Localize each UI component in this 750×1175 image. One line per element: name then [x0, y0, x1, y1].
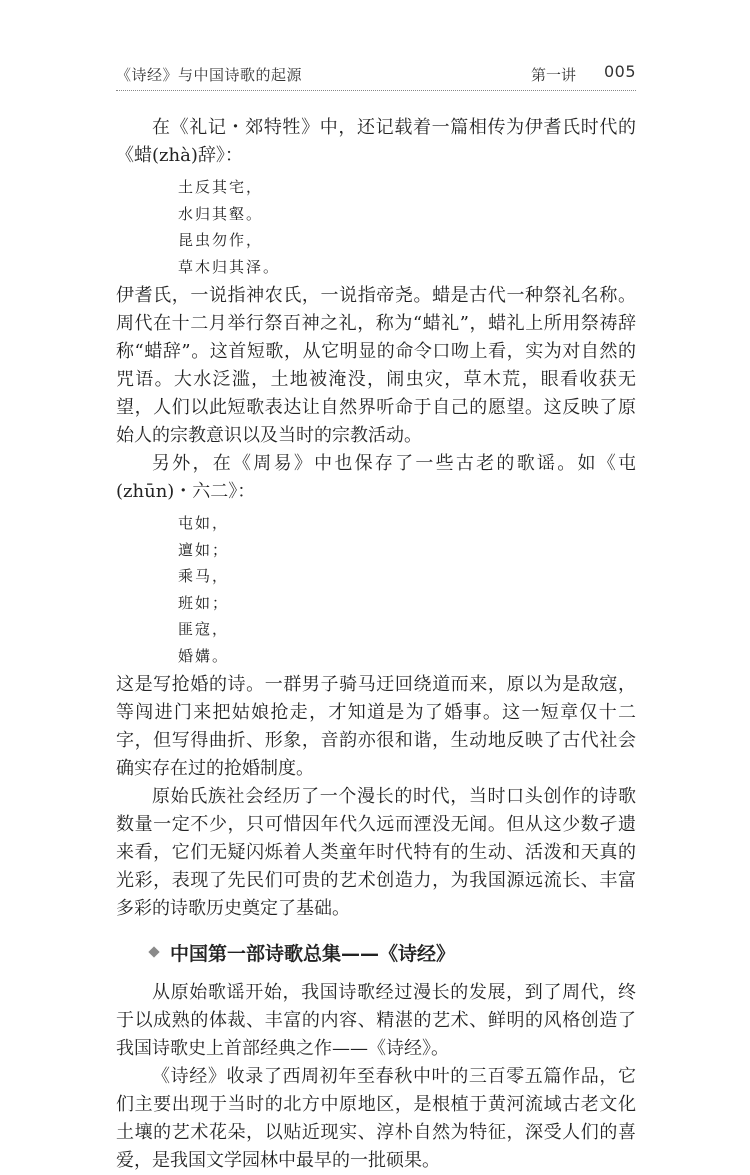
page-body [116, 114, 636, 1175]
paragraph-primitive-poetry: 原始氏族社会经历了一个漫长的时代，当时口头创作的诗歌数量一定不少，只可惜因年代久远而湮没无闻。但从这少数孑遗来看，它们无疑闪烁着人类童年时代特有的生动、活泼和天真的光彩，表现了先民们可贵的艺术创造力，为我国源远流长、丰富多彩的诗歌历史奠定了基础。 [116, 786, 636, 919]
verse-line: 班如； [178, 593, 230, 612]
verse-zhouyi [116, 510, 636, 669]
section-heading [116, 937, 636, 967]
verse-line: 屯如， [178, 514, 230, 532]
book-title: 《诗经》与中国诗歌的起源 [116, 66, 303, 84]
lecture-label: 第一讲 [531, 66, 577, 84]
paragraph-zhaci-explanation: 伊耆氏，一说指神农氏，一说指帝尧。蜡是古代一种祭礼名称。周代在十二月举行祭百神之礼，称为“蜡礼”，蜡礼上所用祭祷辞称“蜡辞”。这首短歌，从它明显的命令口吻上看，实为对自然的咒语。大水泛滥，土地被淹没，闹虫灾，草木荒，眼看收获无望，人们以此短歌表达让自然界听命于自己的愿望。这反映了原始人的宗教意识以及当时的宗教活动。 [116, 285, 636, 446]
section-title: 中国第一部诗歌总集——《诗经》 [170, 942, 456, 965]
verse-line: 昆虫勿作， [178, 231, 264, 249]
paragraph-zhouyi-explanation: 这是写抢婚的诗。一群男子骑马迂回绕道而来，原以为是敌寇，等闯进门来把姑娘抢走，才知道是为了婚事。这一短章仅十二字，但写得曲折、形象，音韵亦很和谐，生动地反映了古代社会确实存在过的抢婚制度。 [116, 674, 636, 779]
verse-line: 匪寇， [178, 620, 230, 638]
header-divider [116, 90, 636, 91]
verse-line: 水归其壑。 [178, 204, 264, 223]
verse-line: 婚媾。 [178, 646, 230, 665]
running-header [116, 60, 636, 86]
page-number: 005 [603, 62, 636, 81]
verse-line: 乘马， [178, 567, 230, 585]
paragraph-intro-zhaci: 在《礼记・郊特牲》中，还记载着一篇相传为伊耆氏时代的《蜡(zhà)辞》： [116, 117, 636, 166]
paragraph-shijing-intro: 从原始歌谣开始，我国诗歌经过漫长的发展，到了周代，终于以成熟的体裁、丰富的内容、精湛的艺术、鲜明的风格创造了我国诗歌史上首部经典之作——《诗经》。 [116, 982, 636, 1059]
paragraph-shijing-content: 《诗经》收录了西周初年至春秋中叶的三百零五篇作品，它们主要出现于当时的北方中原地区，是根植于黄河流域古老文化土壤的艺术花朵，以贴近现实、淳朴自然为特征，深受人们的喜爱，是我国文学园林中最早的一批硕果。 [116, 1066, 636, 1171]
verse-line: 邅如； [178, 540, 230, 559]
verse-zhaci [116, 174, 636, 280]
verse-line: 草木归其泽。 [178, 257, 281, 276]
verse-line: 土反其宅， [178, 178, 264, 196]
paragraph-intro-zhouyi: 另外，在《周易》中也保存了一些古老的歌谣。如《屯(zhūn)・六二》： [116, 453, 636, 502]
diamond-bullet-icon [148, 946, 159, 957]
